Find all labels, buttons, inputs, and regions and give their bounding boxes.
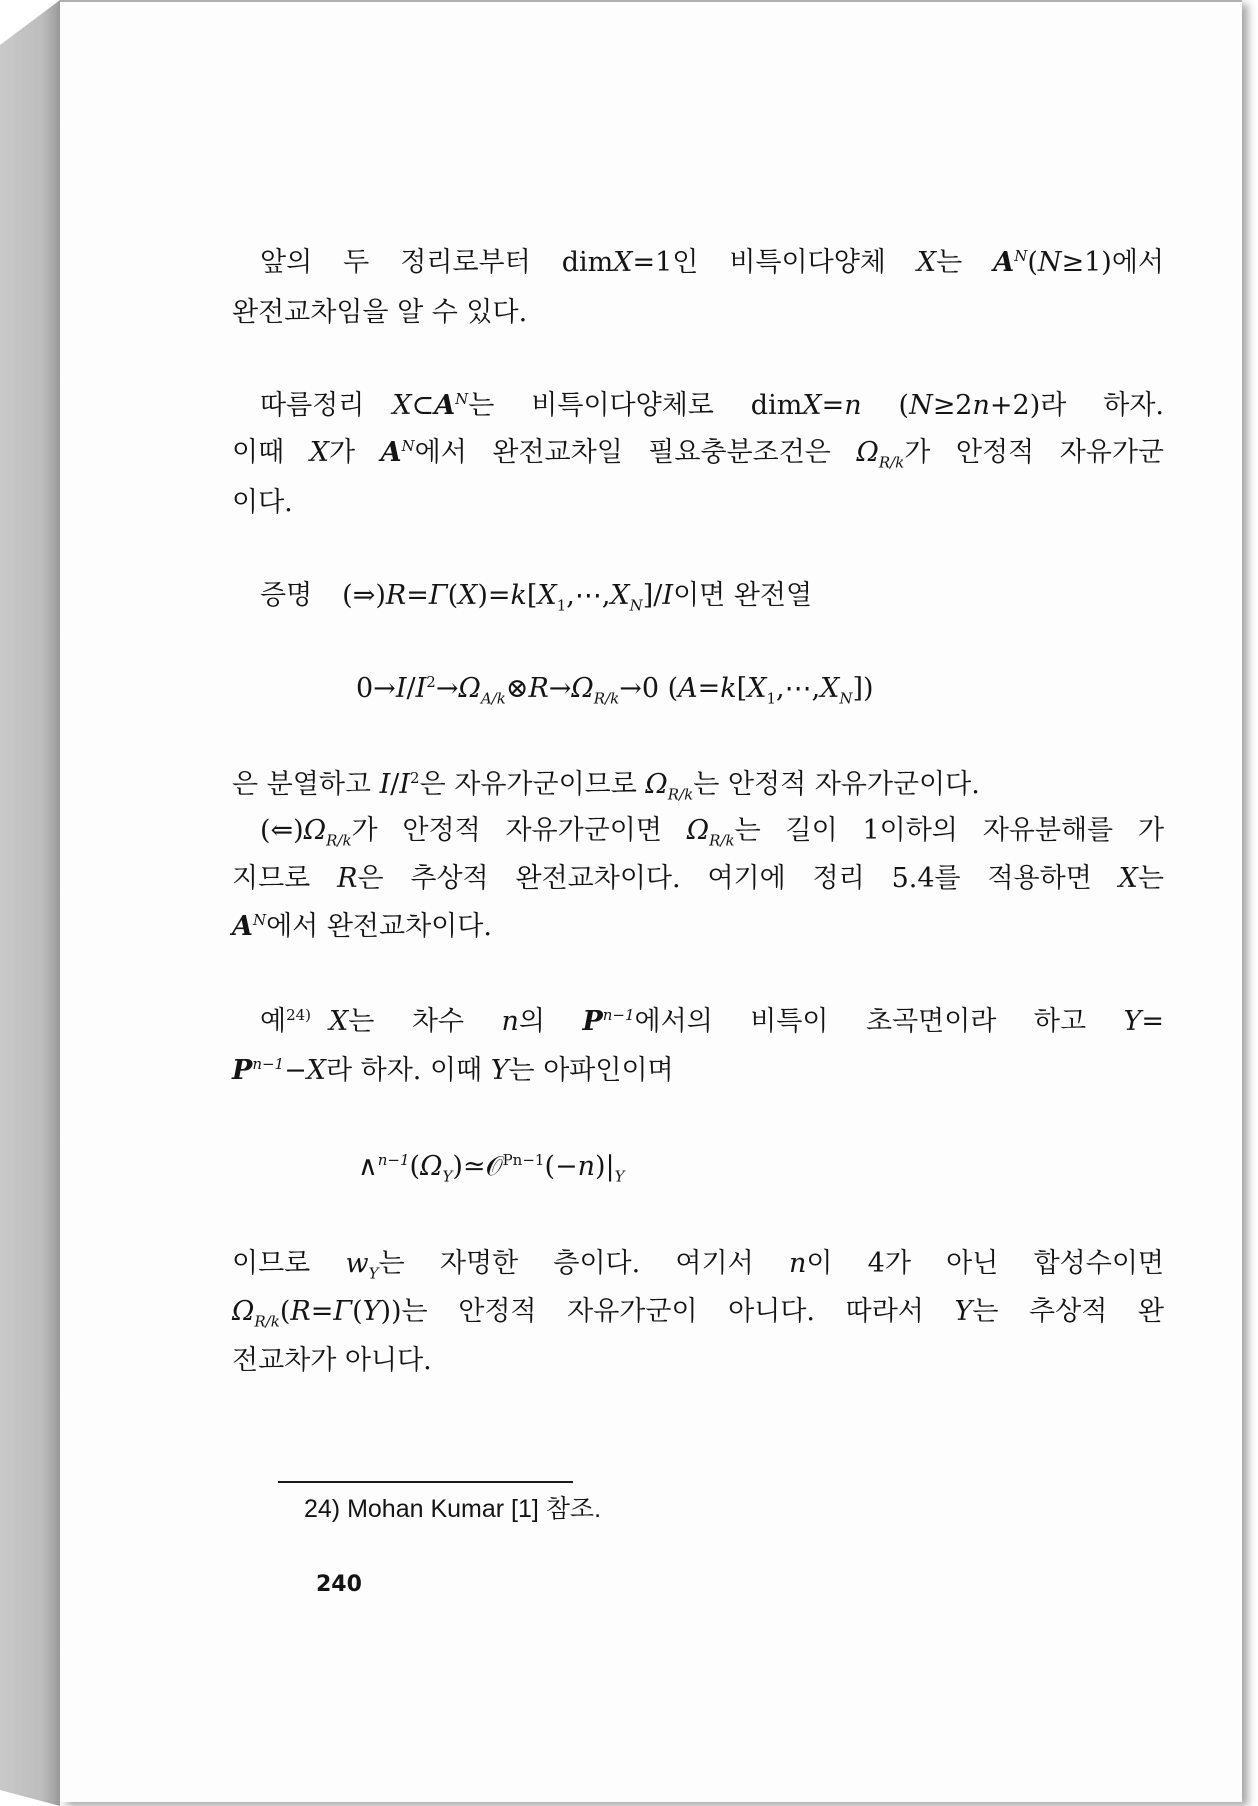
example-line-1: 예$^{24)}$ X는 차수 n의 $P^{n-1}$에서의 비특이 초곡면이라 하고 Y= (260, 1006, 1164, 1037)
paragraph-1-line-1: 앞의 두 정리로부터 dimX=1인 비특이다양체 X는 $A^N(N\ge 1)$에서 (260, 247, 1164, 278)
canonical-sheaf-equation: $\wedge^{n-1}(\Omega_Y)≃𝒪^{Pn-1}(-n)|_Y$ (358, 1151, 625, 1186)
corollary-line-3: 이다. (232, 487, 293, 518)
proof-line-5: $A^N$에서 완전교차이다. (232, 911, 492, 942)
book-spine (0, 0, 60, 1806)
example-line-4: $\Omega_{R/k}(R=\Gamma(Y))$는 안정적 자유가군이 아니다. 따라서 Y는 추상적 완 (232, 1296, 1165, 1331)
corollary-line-2: 이때 X가 $A^N$에서 완전교차일 필요충분조건은 $\Omega_{R/k}$가 안정적 자유가군 (232, 437, 1165, 472)
paragraph-1-line-2: 완전교차임을 알 수 있다. (232, 297, 528, 328)
footnote-reference: 24) (286, 1006, 312, 1024)
corollary-line-1: 따름정리 $X\subset A^N$는 비특이다양체로 dimX=n (N≥2n+2)라 하자. (260, 390, 1164, 421)
proof-label: 증명 (260, 580, 313, 611)
example-label: 예 (260, 1006, 287, 1037)
footnote-text: 24) Mohan Kumar [1] 참조. (304, 1495, 602, 1523)
book-page (60, 0, 1242, 1802)
page-number: 240 (316, 1572, 362, 1597)
example-line-5: 전교차가 아니다. (232, 1345, 432, 1376)
corollary-label: 따름정리 (260, 390, 365, 421)
footnote-divider (278, 1481, 573, 1483)
proof-line-3: $(⇐)\Omega_{R/k}$가 안정적 자유가군이면 $\Omega_{R/k}$는 길이 1이하의 자유분해를 가 (260, 815, 1164, 850)
example-line-3: 이므로 $w_Y$는 자명한 층이다. 여기서 n이 4가 아닌 합성수이면 (232, 1248, 1164, 1283)
proof-line-1: 증명 $(\Rightarrow)R=\Gamma(X)=k[X_1,\cdots,X_N]/I$이면 완전열 (260, 580, 813, 615)
proof-line-4: 지므로 R은 추상적 완전교차이다. 여기에 정리 5.4를 적용하면 X는 (232, 863, 1164, 894)
exact-sequence-equation: $0\to I/I^2\to\Omega_{A/k}\otimes R\to\Omega_{R/k}\to 0$ $(A=k[X_1,\cdots,X_N])$ (356, 673, 874, 708)
proof-line-2: 은 분열하고 $I/I^2$은 자유가군이므로 $\Omega_{R/k}$는 안정적 자유가군이다. (232, 769, 980, 804)
example-line-2: $P^{n-1}-X$라 하자. 이때 Y는 아파인이며 (232, 1055, 674, 1086)
